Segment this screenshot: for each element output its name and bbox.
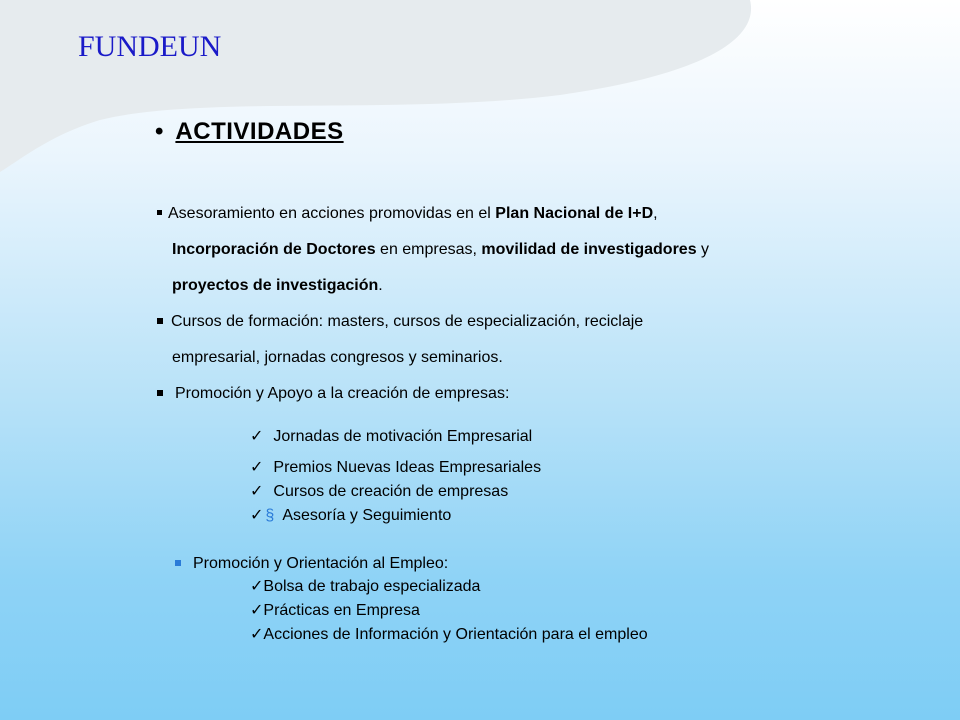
- square-bullet-icon: [175, 560, 181, 566]
- p3-item-4: ✓ § Asesoría y Seguimiento: [250, 507, 452, 524]
- p4-heading: Promoción y Orientación al Empleo:: [175, 554, 448, 574]
- p1-line2: Incorporación de Doctores en empresas, movilidad de investigadores y: [172, 241, 710, 258]
- p1-line1: Asesoramiento en acciones promovidas en el Plan Nacional de I+D,: [157, 204, 658, 224]
- p3-item-2: ✓ Premios Nuevas Ideas Empresariales: [250, 459, 542, 476]
- page-title: FUNDEUN: [78, 30, 222, 63]
- p1-line3: proyectos de investigación.: [172, 277, 383, 294]
- square-bullet-icon: [157, 210, 162, 215]
- square-bullet-icon: [157, 318, 163, 324]
- p2-line2: empresarial, jornadas congresos y seminarios.: [172, 349, 503, 366]
- p3-item-1: ✓ Jornadas de motivación Empresarial: [250, 428, 533, 445]
- heading-text: ACTIVIDADES: [175, 118, 344, 145]
- check-icon: ✓: [250, 626, 264, 643]
- decorative-header-shape: [0, 0, 960, 190]
- check-icon: ✓: [250, 459, 264, 476]
- p4-item-1: ✓Bolsa de trabajo especializada: [250, 578, 481, 595]
- check-icon: ✓: [250, 602, 264, 619]
- p4-item-3: ✓Acciones de Información y Orientación para el empleo: [250, 626, 648, 643]
- p4-item-2: ✓Prácticas en Empresa: [250, 602, 420, 619]
- check-icon: ✓: [250, 507, 264, 524]
- check-icon: ✓: [250, 483, 264, 500]
- section-heading: [155, 118, 344, 146]
- square-bullet-icon: [157, 390, 163, 396]
- check-icon: ✓: [250, 428, 264, 445]
- p3-item-3: ✓ Cursos de creación de empresas: [250, 483, 509, 500]
- check-icon: ✓: [250, 578, 264, 595]
- p3-heading: Promoción y Apoyo a la creación de empresas:: [157, 384, 509, 404]
- section-mark-icon: §: [265, 507, 275, 524]
- p2-line1: Cursos de formación: masters, cursos de especialización, reciclaje: [157, 312, 643, 332]
- heading-bullet: •: [155, 118, 164, 145]
